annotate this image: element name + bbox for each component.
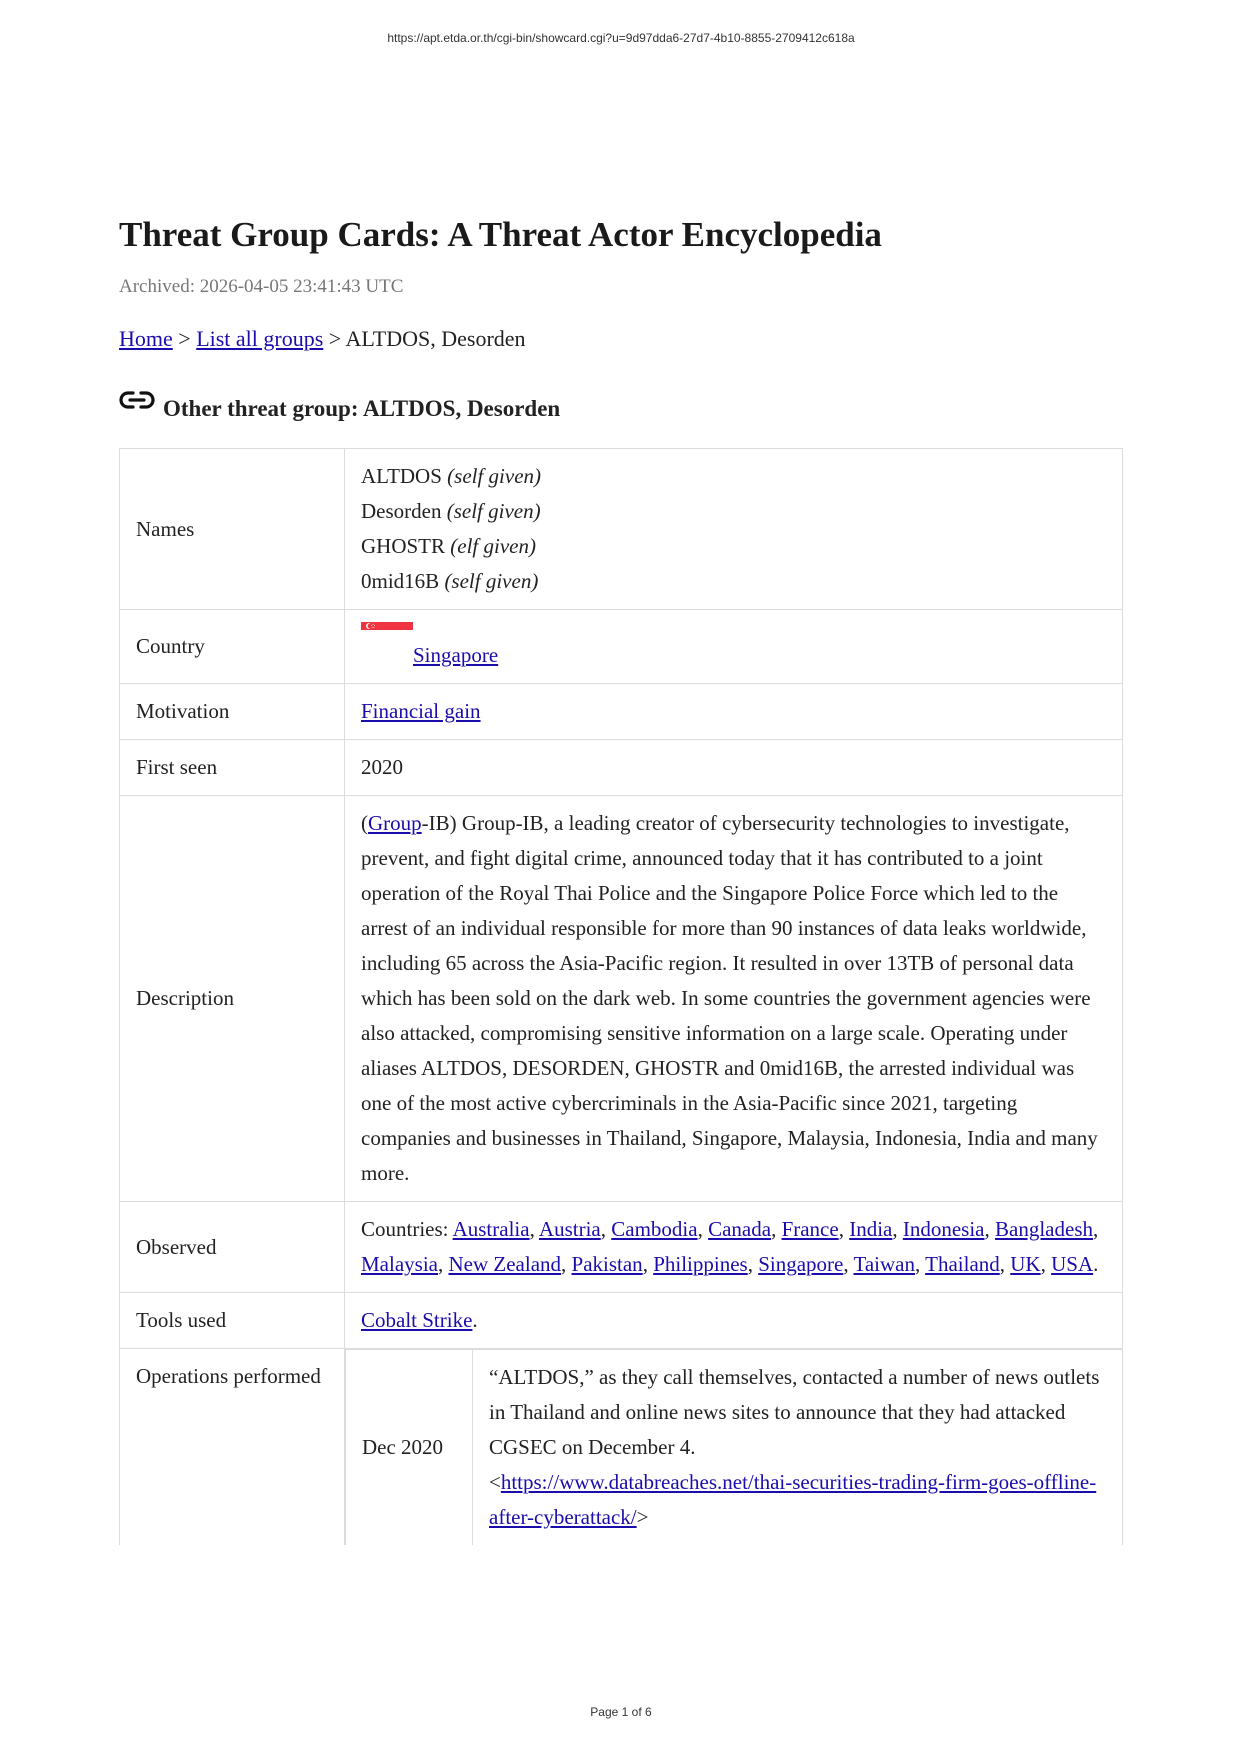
observed-prefix: Countries:	[361, 1217, 453, 1241]
operation-text: “ALTDOS,” as they call themselves, contacted a number of news outlets in Thailand and online news sites to announce that they had attacked CGSEC on December 4. <https://www.databreaches.net/thai-securities-trading-firm-goes-offline-after-cyberattack/>	[473, 1350, 1123, 1546]
motivation-label: Motivation	[120, 684, 345, 740]
description-value: (Group-IB) Group-IB, a leading creator of cybersecurity technologies to investigate, prevent, and fight digital crime, announced today that it has contributed to a joint operation of the Royal Thai Police and the Singapore Police Force which led to the arrest of an individual responsible for more than 90 instances of data leaks worldwide, including 65 across the Asia-Pacific region. It resulted in over 13TB of personal data which has been sold on the dark web. In some countries the government agencies were also attacked, compromising sensitive information on a large scale. Operating under aliases ALTDOS, DESORDEN, GHOSTR and 0mid16B, the arrested individual was one of the most active cybercriminals in the Asia-Pacific since 2021, targeting companies and businesses in Thailand, Singapore, Malaysia, Indonesia, India and many more.	[345, 796, 1123, 1202]
observed-label: Observed	[120, 1202, 345, 1293]
observed-country-list: Australia, Austria, Cambodia, Canada, France, India, Indonesia, Bangladesh, Malaysia, New Zealand, Pakistan, Philippines, Singapore, Taiwan, Thailand, UK, USA.	[361, 1217, 1099, 1276]
page-url: https://apt.etda.or.th/cgi-bin/showcard.cgi?u=9d97dda6-27d7-4b10-8855-2709412c618a	[387, 31, 855, 45]
observed-country-link[interactable]: New Zealand	[448, 1252, 562, 1276]
group-link[interactable]: Group	[368, 811, 422, 835]
observed-country-link[interactable]: France	[781, 1217, 839, 1241]
observed-row	[120, 1202, 1123, 1293]
observed-country-link[interactable]: Malaysia	[361, 1252, 438, 1276]
tools-value: Cobalt Strike.	[345, 1293, 1123, 1349]
observed-country-link[interactable]: USA	[1051, 1252, 1094, 1276]
operation-source-link[interactable]: https://www.databreaches.net/thai-securities-trading-firm-goes-offline-after-cyberattack/	[489, 1470, 1097, 1529]
operation-date: Dec 2020	[346, 1350, 473, 1546]
breadcrumb	[119, 322, 1123, 356]
observed-country-link[interactable]: Cambodia	[611, 1217, 698, 1241]
page-title: Threat Group Cards: A Threat Actor Encyclopedia	[119, 215, 882, 254]
name-item: 0mid16B (self given)	[361, 569, 539, 593]
tools-row	[120, 1293, 1123, 1349]
breadcrumb-home-link[interactable]: Home	[119, 326, 173, 351]
operation-item	[346, 1350, 1123, 1546]
breadcrumb-current: ALTDOS, Desorden	[345, 326, 526, 351]
observed-country-link[interactable]: Philippines	[653, 1252, 748, 1276]
observed-country-link[interactable]: Indonesia	[902, 1217, 985, 1241]
name-item: Desorden (self given)	[361, 499, 541, 523]
breadcrumb-separator: >	[172, 326, 197, 351]
observed-country-link[interactable]: Thailand	[925, 1252, 1000, 1276]
country-value	[345, 610, 1123, 684]
country-label: Country	[120, 610, 345, 684]
name-item: ALTDOS (self given)	[361, 464, 542, 488]
operations-row	[120, 1349, 1123, 1546]
tools-label: Tools used	[120, 1293, 345, 1349]
first-seen-label: First seen	[120, 740, 345, 796]
link-icon	[119, 388, 155, 412]
motivation-row	[120, 684, 1123, 740]
first-seen-row	[120, 740, 1123, 796]
operations-label: Operations performed	[120, 1349, 345, 1546]
operations-table	[345, 1349, 1122, 1545]
names-row	[120, 449, 1123, 610]
motivation-link[interactable]: Financial gain	[361, 699, 481, 723]
description-row	[120, 796, 1123, 1202]
observed-country-link[interactable]: Australia	[452, 1217, 530, 1241]
names-label: Names	[120, 449, 345, 610]
operations-value	[345, 1349, 1123, 1546]
breadcrumb-list-link[interactable]: List all groups	[196, 326, 324, 351]
tool-link[interactable]: Cobalt Strike	[361, 1308, 473, 1332]
country-row	[120, 610, 1123, 684]
section-heading	[119, 392, 1123, 426]
threat-card-table	[119, 448, 1123, 1545]
observed-country-link[interactable]: Canada	[708, 1217, 772, 1241]
first-seen-value: 2020	[345, 740, 1123, 796]
section-title: Other threat group: ALTDOS, Desorden	[163, 396, 561, 421]
observed-country-link[interactable]: Singapore	[758, 1252, 844, 1276]
name-item: GHOSTR (elf given)	[361, 534, 536, 558]
page-number: Page 1 of 6	[590, 1705, 652, 1719]
observed-country-link[interactable]: Pakistan	[571, 1252, 643, 1276]
description-label: Description	[120, 796, 345, 1202]
description-text: -IB) Group-IB, a leading creator of cybersecurity technologies to investigate, prevent, and fight digital crime, announced today that it has contributed to a joint operation of the Royal Thai Police and the Singapore Police Force which led to the arrest of an individual responsible for more than 90 instances of data leaks worldwide, including 65 across the Asia-Pacific region. It resulted in over 13TB of personal data which has been sold on the dark web. In some countries the government agencies were also attacked, compromising sensitive information on a large scale. Operating under aliases ALTDOS, DESORDEN, GHOSTR and 0mid16B, the arrested individual was one of the most active cybercriminals in the Asia-Pacific since 2021, targeting companies and businesses in Thailand, Singapore, Malaysia, Indonesia, India and many more.	[361, 811, 1098, 1185]
observed-country-link[interactable]: Austria	[538, 1217, 601, 1241]
motivation-value	[345, 684, 1123, 740]
archived-timestamp: Archived: 2026-04-05 23:41:43 UTC	[119, 276, 404, 297]
observed-country-link[interactable]: Bangladesh	[995, 1217, 1093, 1241]
country-link[interactable]: Singapore	[413, 643, 499, 667]
main-content	[119, 208, 1123, 1545]
singapore-flag-icon	[361, 622, 413, 638]
observed-country-link[interactable]: India	[849, 1217, 893, 1241]
observed-value	[345, 1202, 1123, 1293]
observed-country-link[interactable]: Taiwan	[853, 1252, 915, 1276]
names-values	[345, 449, 1123, 610]
observed-country-link[interactable]: UK	[1010, 1252, 1041, 1276]
breadcrumb-separator: >	[323, 326, 346, 351]
